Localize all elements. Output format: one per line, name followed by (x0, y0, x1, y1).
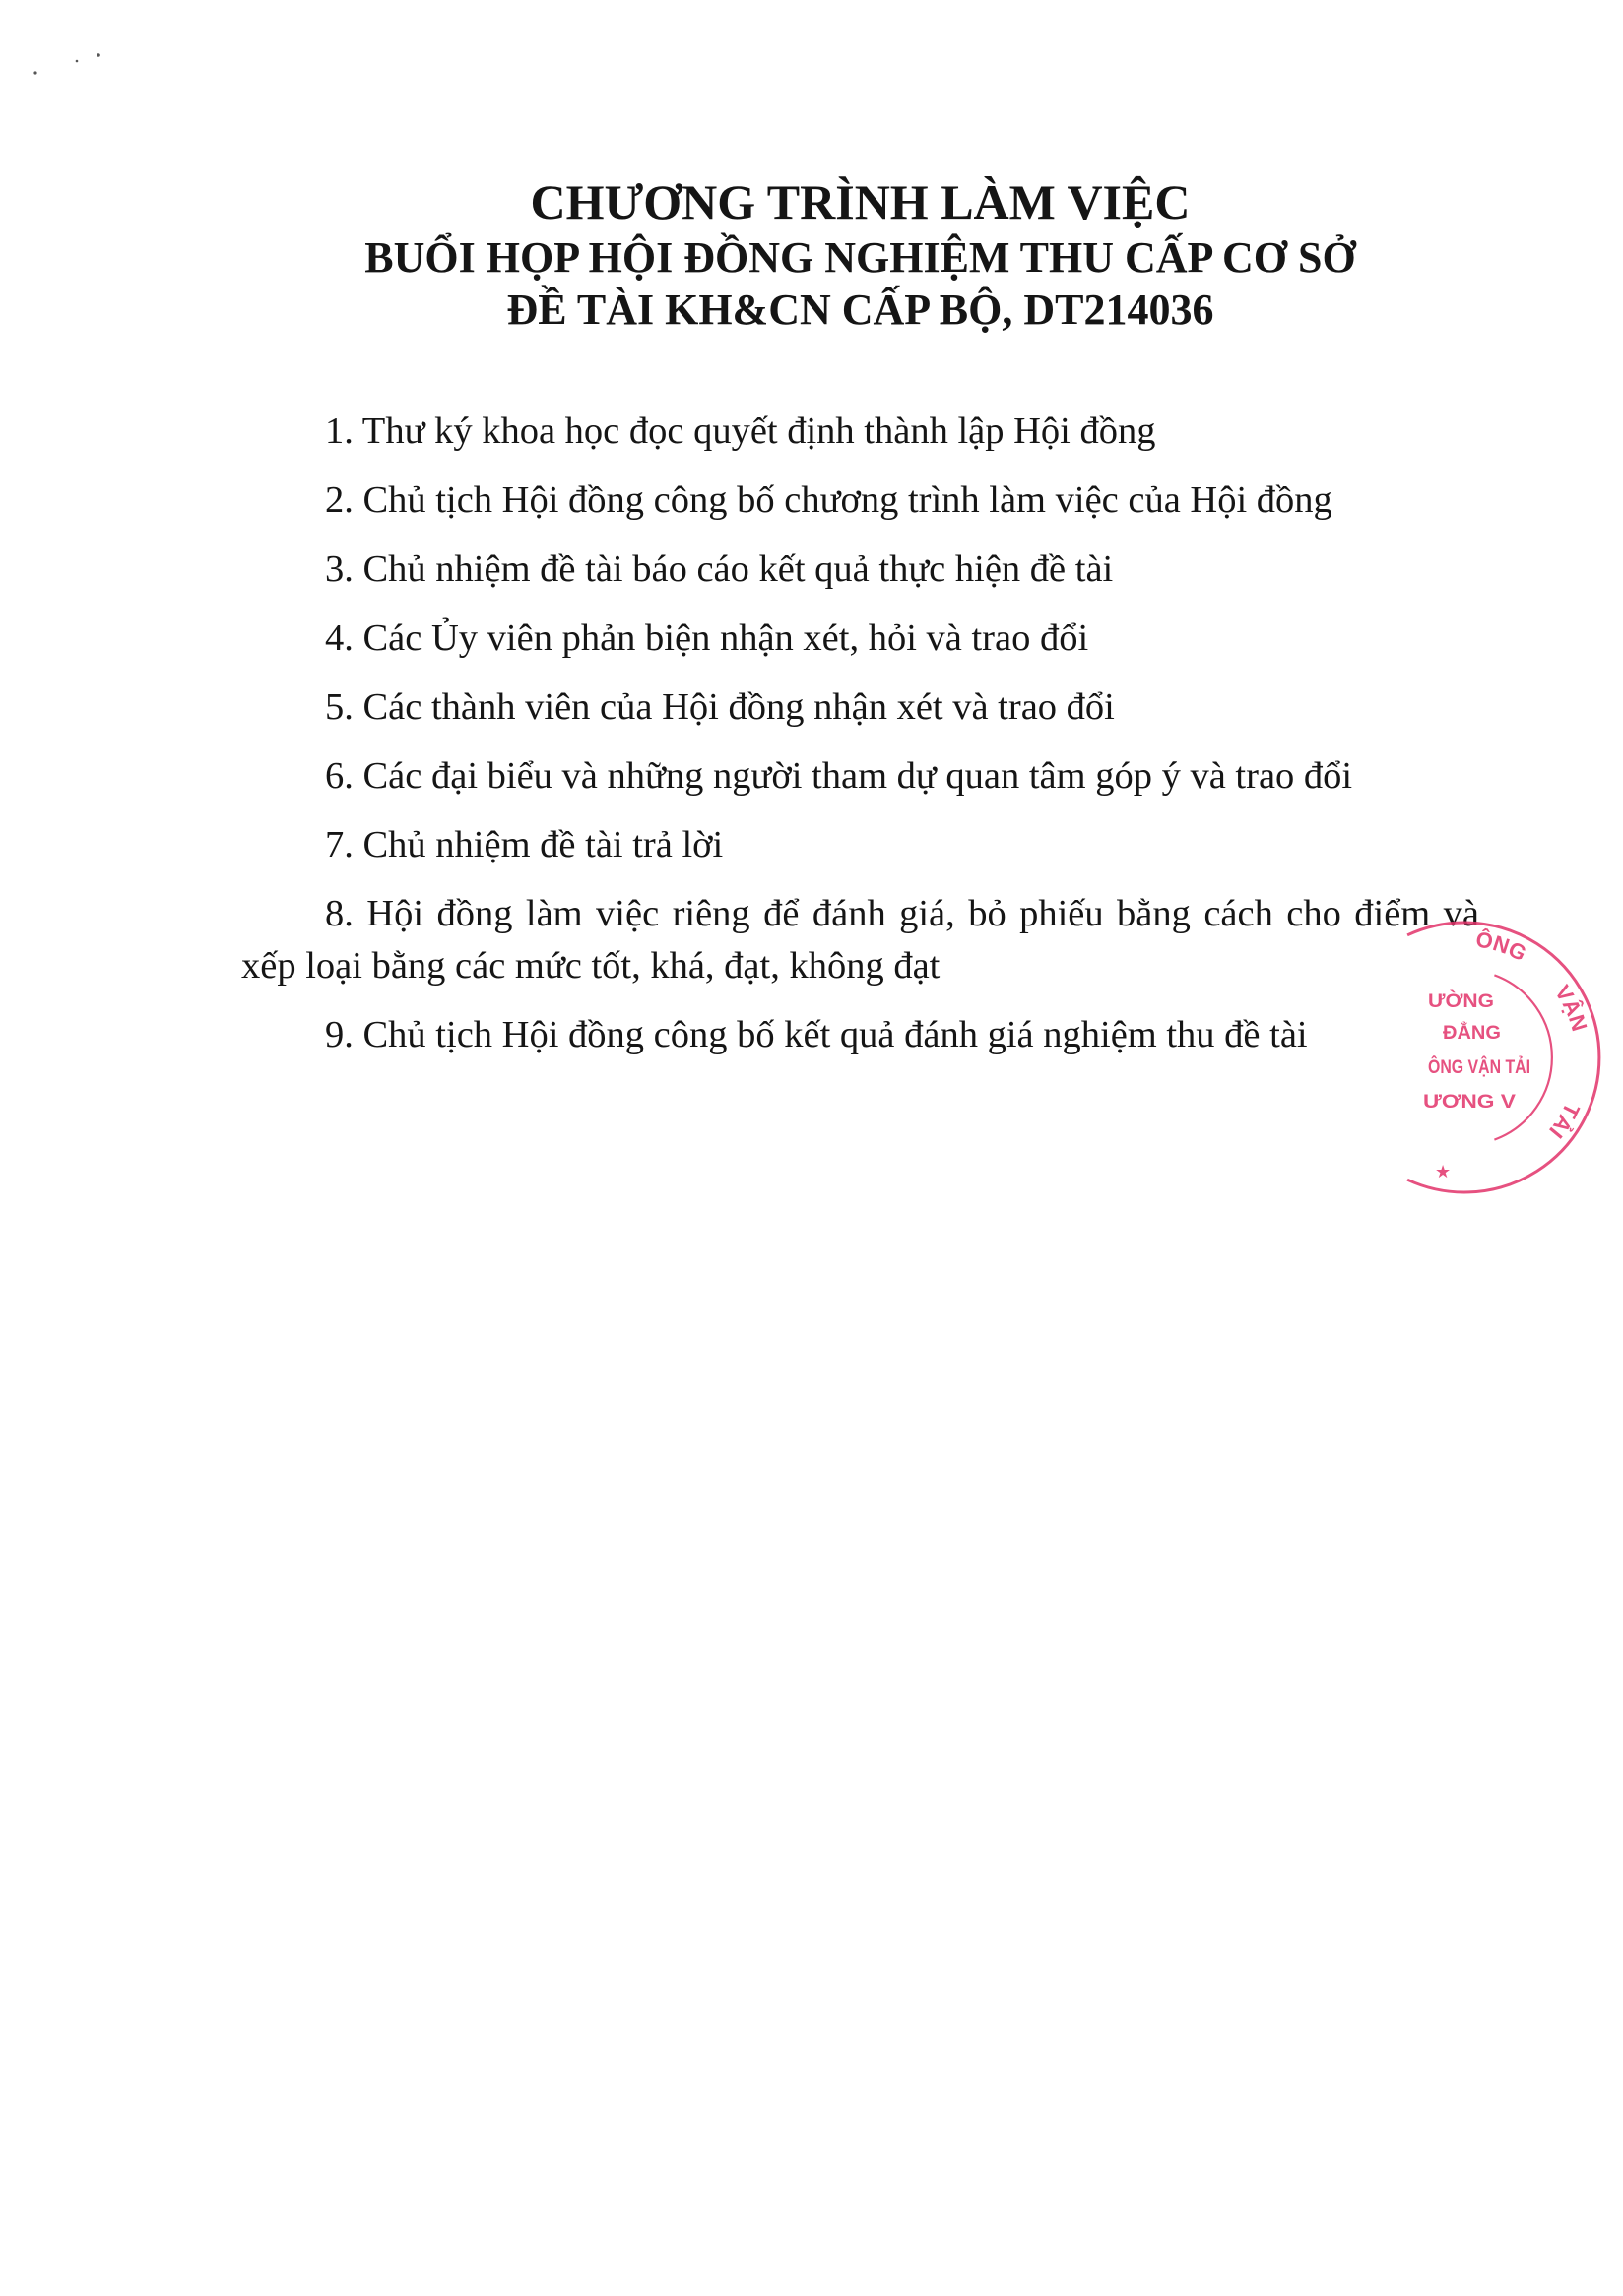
agenda-item-8-line-1: 8. Hội đồng làm việc riêng để đánh giá, bỏ phiếu bằng cách cho điểm và (325, 893, 1479, 934)
title-line-2: BUỔI HỌP HỘI ĐỒNG NGHIỆM THU CẤP CƠ SỞ (364, 233, 1356, 282)
stamp-outer-text (1474, 926, 1530, 966)
agenda-item-7: 7. Chủ nhiệm đề tài trả lời (325, 824, 724, 865)
agenda-item-2: 2. Chủ tịch Hội đồng công bố chương trình làm việc của Hội đồng (325, 479, 1332, 521)
scan-speck (33, 71, 36, 74)
agenda-item-5: 5. Các thành viên của Hội đồng nhận xét và trao đổi (325, 686, 1115, 728)
official-stamp (1310, 906, 1615, 1211)
agenda-item-9: 9. Chủ tịch Hội đồng công bố kết quả đánh giá nghiệm thu đề tài (325, 1014, 1308, 1055)
title-line-3: ĐỀ TÀI KH&CN CẤP BỘ, DT214036 (506, 286, 1214, 334)
stamp-star-icon: ★ (1435, 1162, 1452, 1181)
stamp-inner-text-3: ÔNG VẬN TẢI (1428, 1057, 1551, 1078)
agenda-item-6: 6. Các đại biểu và những người tham dự quan tâm góp ý và trao đổi (325, 755, 1353, 797)
stamp-inner-text-1: ƯỜNG (1428, 991, 1488, 1012)
stamp-outer-text-2: VẬN (1549, 980, 1592, 1035)
stamp-outer-text (1550, 981, 1592, 1034)
scan-speck (76, 60, 79, 63)
scan-specks (20, 39, 108, 79)
title-line-1: CHƯƠNG TRÌNH LÀM VIỆC (530, 174, 1191, 229)
agenda-item-1: 1. Thư ký khoa học đọc quyết định thành lập Hội đồng (325, 411, 1156, 452)
stamp-inner-text-4: ƯƠNG V (1423, 1092, 1517, 1113)
scan-speck (97, 53, 100, 57)
agenda-list (241, 406, 1479, 1078)
stamp-outer-text-1: ÔNG (1473, 926, 1530, 967)
agenda-item-4: 4. Các Ủy viên phản biện nhận xét, hỏi và trao đổi (325, 617, 1089, 659)
agenda-item-8-line-2: xếp loại bằng các mức tốt, khá, đạt, không đạt (241, 945, 941, 987)
stamp-inner-text-2: ĐẲNG (1443, 1023, 1498, 1044)
agenda-item-8 (241, 888, 1479, 992)
stamp-outer-text-3: TẢI (1544, 1099, 1585, 1144)
stamp-outer-text (1544, 1099, 1585, 1143)
agenda-item-3: 3. Chủ nhiệm đề tài báo cáo kết quả thực hiện đề tài (325, 548, 1114, 590)
